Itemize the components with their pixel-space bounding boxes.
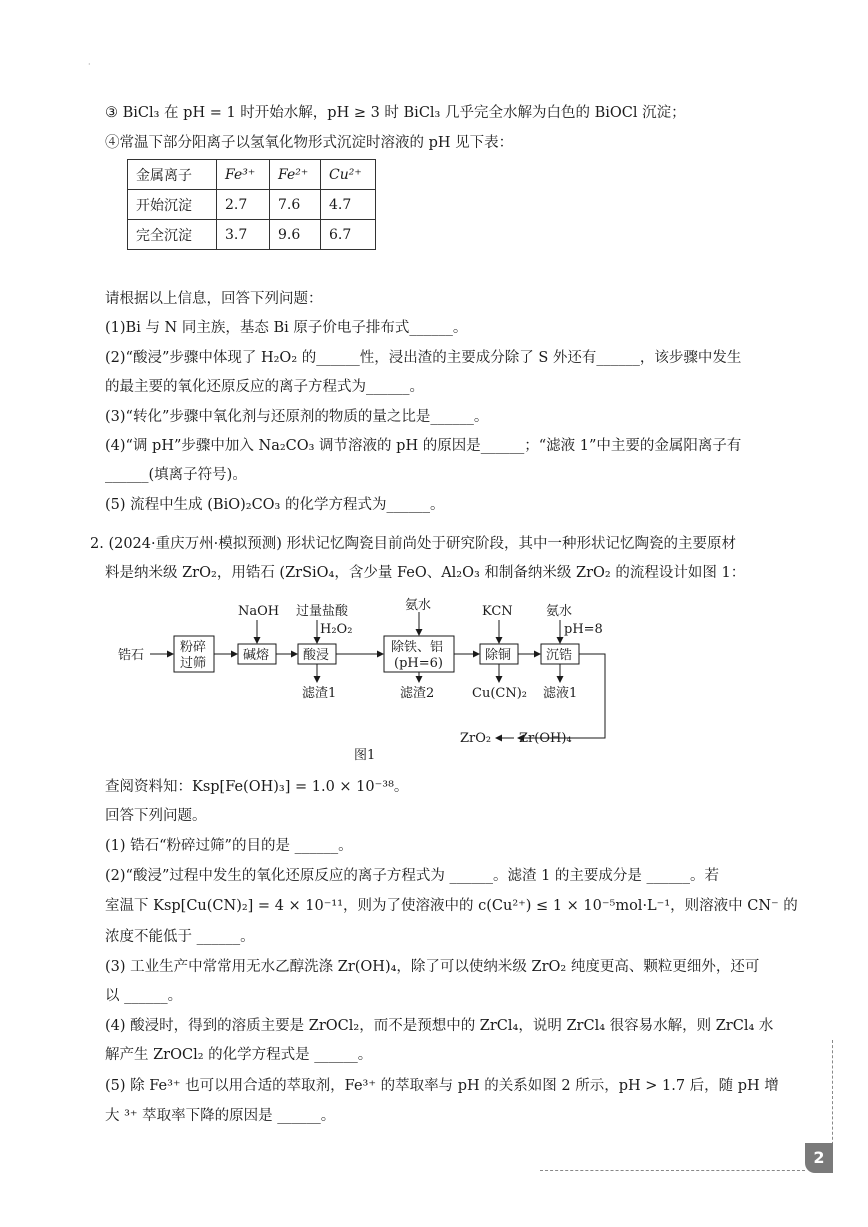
flow-output-cucn: Cu(CN)₂ [472,686,527,701]
flow-output-residue1: 滤渣1 [302,686,337,701]
flow-output-filtrate1: 滤液1 [543,686,578,701]
page-number: 2 [805,1143,833,1173]
table-cell: 6.7 [321,220,376,250]
q2-part-3b: 以 ______。 [105,988,183,1004]
q1-part-2b: 的最主要的氧化还原反应的离子方程式为______。 [105,379,424,395]
process-flow-diagram [118,596,618,766]
note-4: ④常温下部分阳离子以氢氧化物形式沉淀时溶液的 pH 见下表： [105,135,514,151]
flow-box6-label: 沉锆 [546,648,573,663]
q2-part-2c: 浓度不能低于 ______。 [105,929,255,945]
table-cell: 3.7 [217,220,270,250]
q2-part-2b: 室温下 Ksp[Cu(CN)₂] = 4 × 10⁻¹¹，则为了使溶液中的 c(Cu²⁺) ≤ 1 × 10⁻⁵mol·L⁻¹，则溶液中 CN⁻ 的 [105,898,798,914]
table-header-row [128,160,376,190]
q1-part-3: (3)“转化”步骤中氧化剂与还原剂的物质的量之比是______。 [105,409,489,425]
flow-input-kcn: KCN [482,604,513,619]
q1-part-4a: (4)“调 pH”步骤中加入 Na₂CO₃ 调节溶液的 pH 的原因是______；“滤液 1”中主要的金属阳离子有 [105,438,742,454]
table-cell: 9.6 [270,220,321,250]
flow-output-residue2: 滤渣2 [400,686,435,701]
q2-part-4a: (4) 酸浸时，得到的溶质主要是 ZrOCl₂，而不是预想中的 ZrCl₄，说明 ZrCl₄ 很容易水解，则 ZrCl₄ 水 [105,1018,774,1034]
flow-input-naoh: NaOH [238,604,280,619]
flow-input-ammonia: 氨水 [405,598,432,613]
q2-heading-b: 料是纳米级 ZrO₂，用锆石 (ZrSiO₄，含少量 FeO、Al₂O₃ 和制备纳米级 ZrO₂ 的流程设计如图 1： [105,565,746,581]
ion-precipitation-table [127,159,376,250]
q2-part-1: (1) 锆石“粉碎过筛”的目的是 ______。 [105,838,353,854]
table-header-cell: Cu²⁺ [321,160,376,190]
figure-caption: 图1 [354,748,376,763]
flow-box1-line2: 过筛 [180,656,207,671]
table-row [128,190,376,220]
q2-part-2a: (2)“酸浸”过程中发生的氧化还原反应的离子方程式为 ______。滤渣 1 的主要成分是 ______。若 [105,868,720,884]
q1-part-4b: ______(填离子符号)。 [105,467,247,483]
flow-input-h2o2: H₂O₂ [320,622,353,637]
flow-box1-line1: 粉碎 [180,640,207,655]
table-header-cell: Fe³⁺ [217,160,270,190]
q1-part-2a: (2)“酸浸”步骤中体现了 H₂O₂ 的______性，浸出渣的主要成分除了 S 外还有______，该步骤中发生 [105,350,742,366]
margin-dot: · [88,60,91,69]
q2-part-3a: (3) 工业生产中常常用无水乙醇洗涤 Zr(OH)₄，除了可以使纳米级 ZrO₂ 纯度更高、颗粒更细外，还可 [105,959,760,975]
flow-box4-line2: (pH=6) [394,656,443,671]
q2-part-5b: 大 ³⁺ 萃取率下降的原因是 ______。 [105,1108,336,1124]
note-3: ③ BiCl₃ 在 pH = 1 时开始水解，pH ≥ 3 时 BiCl₃ 几乎完全水解为白色的 BiOCl 沉淀； [105,105,686,121]
q1-part-5: (5) 流程中生成 (BiO)₂CO₃ 的化学方程式为______。 [105,497,445,513]
table-header-cell: 金属离子 [128,160,217,190]
flow-product-zro2: ZrO₂ [460,731,492,746]
q2-answer-intro: 回答下列问题。 [105,808,207,824]
q2-reference: 查阅资料知：Ksp[Fe(OH)₃] = 1.0 × 10⁻³⁸。 [105,779,409,795]
table-cell: 4.7 [321,190,376,220]
q2-heading-a: 2. (2024·重庆万州·模拟预测) 形状记忆陶瓷目前尚处于研究阶段，其中一种形状记忆陶瓷的主要原材 [90,536,736,552]
flow-box5-label: 除铜 [485,648,512,663]
table-cell: 完全沉淀 [128,220,217,250]
flow-box4-line1: 除铁、铝 [391,640,444,655]
flow-start-label: 锆石 [118,648,145,663]
table-cell: 2.7 [217,190,270,220]
flow-product-zroh4: Zr(OH)₄ [519,731,572,746]
q2-part-4b: 解产生 ZrOCl₂ 的化学方程式是 ______。 [105,1047,373,1063]
margin-dashed-line-vertical [832,1040,833,1150]
margin-dashed-line-horizontal [540,1170,805,1171]
q2-part-5a: (5) 除 Fe³⁺ 也可以用合适的萃取剂，Fe³⁺ 的萃取率与 pH 的关系如图 2 所示，pH > 1.7 后，随 pH 增 [105,1078,779,1094]
flow-input-ammonia-2: 氨水 [546,604,573,619]
table-cell: 开始沉淀 [128,190,217,220]
table-row [128,220,376,250]
flow-box2-label: 碱熔 [243,648,270,663]
table-header-cell: Fe²⁺ [270,160,321,190]
q1-intro: 请根据以上信息，回答下列问题： [105,291,323,307]
flow-box3-label: 酸浸 [303,648,330,663]
flow-input-hcl: 过量盐酸 [296,604,349,619]
flow-input-ph: pH=8 [564,622,603,637]
table-cell: 7.6 [270,190,321,220]
q1-part-1: (1)Bi 与 N 同主族，基态 Bi 原子价电子排布式______。 [105,320,468,336]
